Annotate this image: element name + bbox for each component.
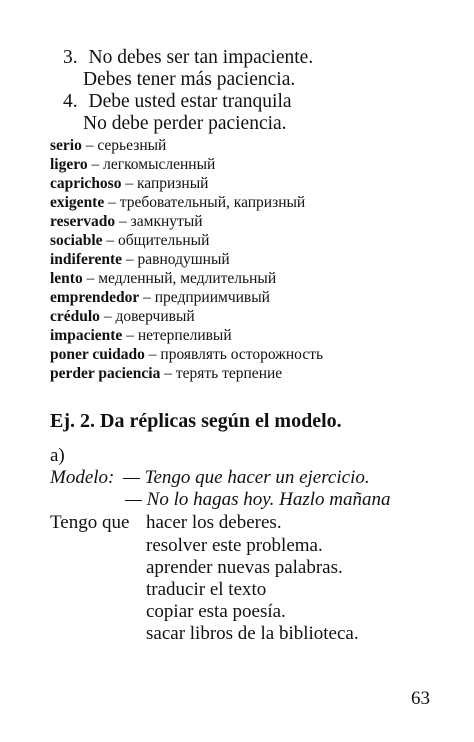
vocab-term: sociable xyxy=(50,232,103,249)
item-3-line-2: Debes tener más paciencia. xyxy=(83,69,296,90)
item-4-line-2: No debe perder paciencia. xyxy=(83,113,287,134)
vocab-item xyxy=(50,138,166,154)
vocab-translation: терять терпение xyxy=(175,365,283,382)
vocab-translation: требовательный, капризный xyxy=(119,194,306,211)
vocab-translation: легкомысленный xyxy=(103,156,216,173)
vocab-item xyxy=(50,233,209,249)
exercise-option: traducir el texto xyxy=(146,579,267,600)
item-4-line-1 xyxy=(63,92,292,112)
exercise-stem: Tengo que xyxy=(50,512,130,533)
exercise-option: resolver este problema. xyxy=(146,535,323,556)
item-4-number: 4. xyxy=(63,91,78,112)
vocab-term: impaciente xyxy=(50,327,123,344)
vocab-dash: – xyxy=(81,137,98,154)
exercise-option: hacer los deberes. xyxy=(146,512,282,533)
vocab-item xyxy=(50,290,270,306)
vocab-term: emprendedor xyxy=(50,289,140,306)
item-3-number: 3. xyxy=(63,47,78,68)
vocab-term: poner cuidado xyxy=(50,346,145,363)
vocab-item xyxy=(50,252,230,268)
exercise-heading: Ej. 2. Da réplicas según el modelo. xyxy=(50,410,342,432)
vocab-dash: – xyxy=(144,346,161,363)
vocab-translation: медленный, медлительный xyxy=(98,270,277,287)
vocab-dash: – xyxy=(160,365,176,382)
exercise-option: aprender nuevas palabras. xyxy=(146,557,343,578)
vocab-term: perder paciencia xyxy=(50,365,161,382)
vocab-translation: замкнутый xyxy=(130,213,203,230)
page-number: 63 xyxy=(411,688,430,709)
vocab-dash: – xyxy=(102,232,119,249)
exercise-part-label: a) xyxy=(50,445,65,466)
model-line-1: — Tengo que hacer un ejercicio. xyxy=(123,467,370,488)
vocab-dash: – xyxy=(87,156,104,173)
vocab-term: caprichoso xyxy=(50,175,122,192)
vocab-item xyxy=(50,328,232,344)
vocab-translation: доверчивый xyxy=(115,308,195,325)
vocab-item xyxy=(50,309,195,325)
vocab-term: crédulo xyxy=(50,308,100,325)
exercise-option: sacar libros de la biblioteca. xyxy=(146,623,359,644)
vocab-item xyxy=(50,271,276,287)
vocab-translation: равнодушный xyxy=(137,251,230,268)
vocab-dash: – xyxy=(122,251,138,268)
vocab-term: serio xyxy=(50,137,82,154)
vocab-item xyxy=(50,176,208,192)
vocab-item xyxy=(50,366,282,382)
vocab-item xyxy=(50,214,203,230)
vocab-term: lento xyxy=(50,270,83,287)
vocab-translation: общительный xyxy=(118,232,210,249)
vocab-dash: – xyxy=(121,175,137,192)
vocab-term: exigente xyxy=(50,194,105,211)
vocab-translation: нетерпеливый xyxy=(137,327,232,344)
vocab-translation: проявлять осторожность xyxy=(160,346,324,363)
model-line-2: — No lo hagas hoy. Hazlo mañana xyxy=(125,489,391,510)
vocab-dash: – xyxy=(122,327,138,344)
vocab-dash: – xyxy=(82,270,99,287)
vocab-dash: – xyxy=(99,308,116,325)
vocab-term: indiferente xyxy=(50,251,123,268)
vocab-dash: – xyxy=(104,194,120,211)
vocab-translation: серьезный xyxy=(97,137,167,154)
item-3-line-1 xyxy=(63,48,313,68)
vocab-item xyxy=(50,195,305,211)
exercise-option: copiar esta poesía. xyxy=(146,601,286,622)
vocab-term: ligero xyxy=(50,156,88,173)
vocab-dash: – xyxy=(139,289,155,306)
vocab-dash: – xyxy=(115,213,131,230)
item-4-text: Debe usted estar tranquila xyxy=(88,91,292,112)
model-label: Modelo: xyxy=(50,467,115,488)
vocab-translation: капризный xyxy=(136,175,209,192)
item-3-text: No debes ser tan impaciente. xyxy=(88,47,314,68)
vocab-term: reservado xyxy=(50,213,116,230)
vocab-item xyxy=(50,347,323,363)
vocab-item xyxy=(50,157,215,173)
vocab-translation: предприимчивый xyxy=(154,289,270,306)
